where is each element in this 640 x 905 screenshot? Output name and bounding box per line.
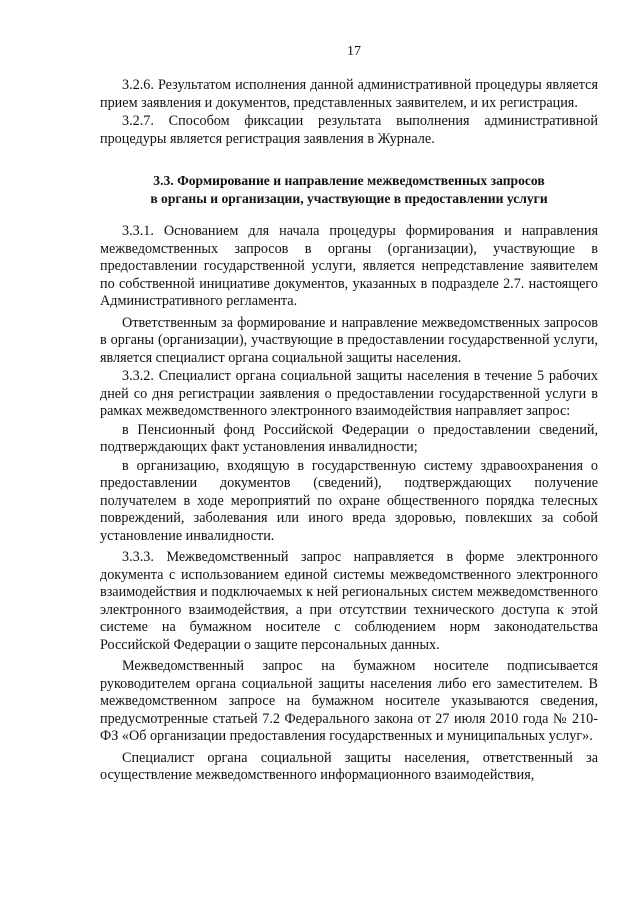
section-title-line-2: в органы и организации, участвующие в предоставлении услуги	[150, 190, 548, 206]
paragraph-3-3-1-responsible: Ответственным за формирование и направление межведомственных запросов в органы (организации), участвующие в предоставлении государственной услуги, является специалист органа социальной защиты населения.	[100, 314, 598, 366]
page-number: 17	[347, 44, 361, 59]
paragraph-3-3-2-pension-fund: в Пенсионный фонд Российской Федерации о предоставлении сведений, подтверждающих факт установления инвалидности;	[100, 421, 598, 455]
paragraph-3-2-6: 3.2.6. Результатом исполнения данной административной процедуры является прием заявления и документов, представленных заявителем, и их регистрация.	[100, 77, 598, 111]
paragraph-3-3-2: 3.3.2. Специалист органа социальной защиты населения в течение 5 рабочих дней со дня регистрации заявления о предоставлении государственной услуги в рамках межведомственного электронного взаимодействия направляет запрос:	[100, 368, 598, 419]
section-title-line-1: 3.3. Формирование и направление межведомственных запросов	[153, 173, 545, 188]
paragraph-3-3-1: 3.3.1. Основанием для начала процедуры формирования и направления межведомственных запросов в органы (организации), участвующие в предоставлении государственной услуги, является непредставление заявителем по собственной инициативе документов, указанных в подразделе 2.7. настоящего Административного регламента.	[100, 223, 598, 309]
paragraph-3-2-7: 3.2.7. Способом фиксации результата выполнения административной процедуры является регистрация заявления в Журнале.	[100, 113, 598, 147]
paragraph-3-3-3: 3.3.3. Межведомственный запрос направляется в форме электронного документа с использованием единой системы межведомственного электронного взаимодействия и подключаемых к ней региональных систем межведомственного электронного взаимодействия, а при отсутствии технического доступа к этой системе на бумажном носителе с соблюдением норм законодательства Российской Федерации о защите персональных данных.	[100, 549, 598, 653]
paragraph-3-3-2-healthcare: в организацию, входящую в государственную систему здравоохранения о предоставлении документов (сведений), подтверждающих получение получателем в ходе мероприятий по охране общественного порядка телесных повреждений, заболевания или иного вреда здоровью, повлекших за собой установление инвалидности.	[100, 457, 598, 544]
section-title-3-3	[100, 172, 598, 207]
paragraph-3-3-3-specialist: Специалист органа социальной защиты населения, ответственный за осуществление межведомственного информационного взаимодействия,	[100, 749, 598, 783]
paragraph-3-3-3-paper-request: Межведомственный запрос на бумажном носителе подписывается руководителем органа социальной защиты населения либо его заместителем. В межведомственном запросе на бумажном носителе указываются сведения, предусмотренные статьей 7.2 Федерального закона от 27 июля 2010 года № 210-ФЗ «Об организации предоставления государственных и муниципальных услуг».	[100, 658, 598, 744]
